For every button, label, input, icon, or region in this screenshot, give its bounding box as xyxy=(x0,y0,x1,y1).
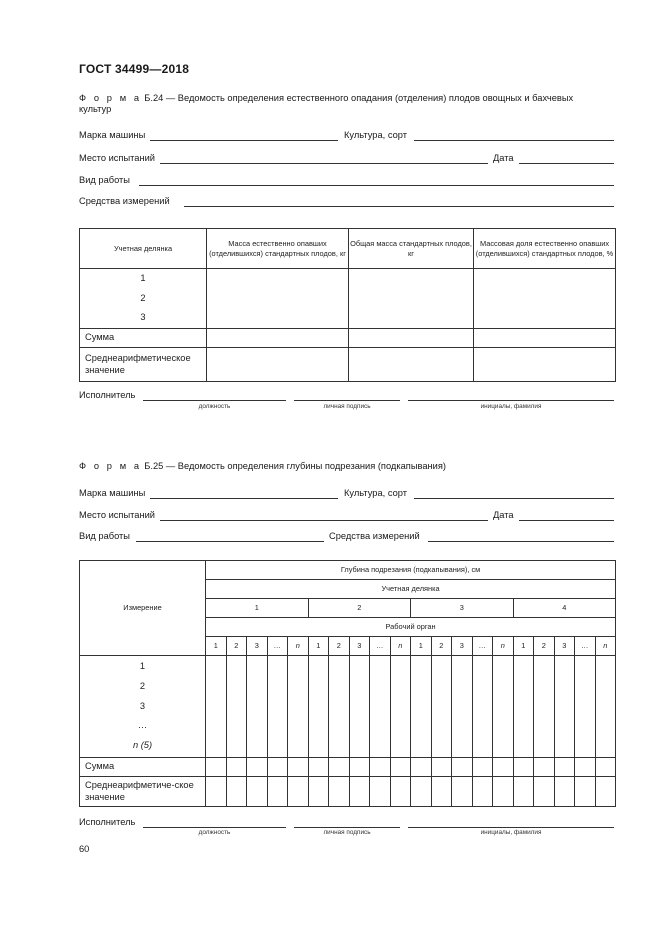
table-cell[interactable] xyxy=(452,758,473,777)
table-cell[interactable] xyxy=(247,777,268,807)
form24-measure-line[interactable] xyxy=(184,206,614,207)
form25-position-line[interactable] xyxy=(143,827,286,828)
form24-crop-line[interactable] xyxy=(414,140,614,141)
table-cell[interactable] xyxy=(288,758,309,777)
form25-date-line[interactable] xyxy=(519,520,614,521)
form24-date-line[interactable] xyxy=(519,163,614,164)
table-cell[interactable] xyxy=(267,656,288,758)
table-cell[interactable] xyxy=(575,656,596,758)
table-cell[interactable] xyxy=(575,777,596,807)
form24-work-label: Вид работы xyxy=(79,175,130,185)
plot-number: 2 xyxy=(140,292,146,303)
form24-table xyxy=(79,228,616,382)
table-cell[interactable] xyxy=(431,758,452,777)
table-cell[interactable] xyxy=(534,656,555,758)
form24-crop-label: Культура, сорт xyxy=(344,130,407,140)
table-cell[interactable] xyxy=(554,758,575,777)
form24-signature-line[interactable] xyxy=(294,400,400,401)
form24-title-cont: культур xyxy=(79,104,112,114)
table-cell[interactable] xyxy=(431,777,452,807)
table-cell[interactable] xyxy=(472,758,493,777)
form24-prefix: Ф о р м а xyxy=(79,93,142,103)
form25-table xyxy=(79,560,616,807)
table-cell[interactable] xyxy=(267,777,288,807)
form25-name-line[interactable] xyxy=(408,827,614,828)
form25-work-label: Вид работы xyxy=(79,531,130,541)
table-cell[interactable] xyxy=(349,348,474,382)
measurement-number: 3 xyxy=(139,700,146,711)
organ-number: 2 xyxy=(431,637,452,656)
organ-number: 3 xyxy=(452,637,473,656)
table-cell[interactable] xyxy=(370,758,391,777)
table-cell[interactable] xyxy=(329,656,350,758)
table-cell[interactable] xyxy=(411,758,432,777)
header-total-mass: Общая масса стандартных плодов, кг xyxy=(349,229,474,269)
table-cell[interactable] xyxy=(349,269,474,329)
table-cell[interactable] xyxy=(474,329,616,348)
form24-date-label: Дата xyxy=(493,153,514,163)
table-cell[interactable] xyxy=(390,758,411,777)
page-number: 60 xyxy=(79,844,90,854)
header-plot: Учетная делянка xyxy=(80,229,207,269)
organ-number: n xyxy=(595,637,616,656)
plot-number: 3 xyxy=(411,599,514,618)
form24-machine-line[interactable] xyxy=(150,140,338,141)
table-cell[interactable] xyxy=(207,329,349,348)
form25-signature-line[interactable] xyxy=(294,827,400,828)
table-cell[interactable] xyxy=(431,656,452,758)
organ-number: … xyxy=(267,637,288,656)
form24-place-line[interactable] xyxy=(160,163,488,164)
table-cell[interactable] xyxy=(390,656,411,758)
header-measurement: Измерение xyxy=(80,561,206,656)
form25-crop-line[interactable] xyxy=(414,498,614,499)
form25-name-caption: инициалы, фамилия xyxy=(480,829,542,836)
table-cell[interactable] xyxy=(206,656,227,758)
mean-label: Среднеарифметиче-ское значение xyxy=(80,777,206,807)
table-cell[interactable] xyxy=(308,758,329,777)
form24-position-line[interactable] xyxy=(143,400,286,401)
mean-label: Среднеарифметическое значение xyxy=(80,348,207,382)
measurement-list xyxy=(80,661,205,751)
header-fallen-mass: Масса естественно опавших (отделившихся) стандартных плодов, кг xyxy=(207,229,349,269)
organ-number: 2 xyxy=(534,637,555,656)
organ-number: 1 xyxy=(206,637,227,656)
header-depth: Глубина подрезания (подкапывания), см xyxy=(206,561,616,580)
plot-number: 3 xyxy=(140,312,146,323)
plot-number: 1 xyxy=(206,599,309,618)
table-cell[interactable] xyxy=(247,758,268,777)
form24-place-label: Место испытаний xyxy=(79,153,155,163)
organ-number: 3 xyxy=(247,637,268,656)
form25-place-line[interactable] xyxy=(160,520,488,521)
form25-machine-label: Марка машины xyxy=(79,488,146,498)
table-cell[interactable] xyxy=(411,656,432,758)
plot-number: 4 xyxy=(513,599,616,618)
form24-title xyxy=(79,92,614,104)
table-cell[interactable] xyxy=(226,656,247,758)
organ-number: 2 xyxy=(226,637,247,656)
header-plot: Учетная делянка xyxy=(206,580,616,599)
table-cell[interactable] xyxy=(308,656,329,758)
form24-machine-label: Марка машины xyxy=(79,130,146,140)
form24-executor-label: Исполнитель xyxy=(79,390,136,400)
sum-label: Сумма xyxy=(80,329,207,348)
table-cell[interactable] xyxy=(349,656,370,758)
table-cell[interactable] xyxy=(411,777,432,807)
form25-title-text: Б.25 — Ведомость определения глубины подрезания (подкапывания) xyxy=(141,461,446,471)
table-cell[interactable] xyxy=(206,758,227,777)
table-cell[interactable] xyxy=(493,656,514,758)
table-cell[interactable] xyxy=(288,656,309,758)
form25-executor-label: Исполнитель xyxy=(79,817,136,827)
form24-title-text: Б.24 — Ведомость определения естественного опадания (отделения) плодов овощных и бахчевых xyxy=(141,93,574,103)
organ-number: 3 xyxy=(554,637,575,656)
table-cell[interactable] xyxy=(370,777,391,807)
table-cell[interactable] xyxy=(267,758,288,777)
table-cell[interactable] xyxy=(554,777,575,807)
form25-position-caption: должность xyxy=(198,829,231,836)
table-cell[interactable] xyxy=(534,758,555,777)
header-mass-fraction: Массовая доля естественно опавших (отделившихся) стандартных плодов, % xyxy=(474,229,616,269)
table-cell[interactable] xyxy=(349,758,370,777)
organ-number: 1 xyxy=(411,637,432,656)
measurement-number: 1 xyxy=(139,661,146,672)
table-cell[interactable] xyxy=(474,348,616,382)
form24-name-line[interactable] xyxy=(408,400,614,401)
form25-title xyxy=(79,461,446,471)
table-cell[interactable] xyxy=(513,777,534,807)
table-cell[interactable] xyxy=(329,777,350,807)
standard-designation: ГОСТ 34499—2018 xyxy=(79,62,190,76)
measurement-number: … xyxy=(137,720,148,731)
table-cell[interactable] xyxy=(207,269,349,329)
table-cell[interactable] xyxy=(493,758,514,777)
form25-date-label: Дата xyxy=(493,510,514,520)
organ-number: n xyxy=(390,637,411,656)
table-cell[interactable] xyxy=(513,758,534,777)
measurements-cell xyxy=(80,656,206,758)
measurement-number: 2 xyxy=(139,681,146,692)
plot-number: 1 xyxy=(140,273,146,284)
table-cell[interactable] xyxy=(595,656,616,758)
table-cell[interactable] xyxy=(595,777,616,807)
header-organ: Рабочий орган xyxy=(206,618,616,637)
table-cell[interactable] xyxy=(452,656,473,758)
organ-number: n xyxy=(288,637,309,656)
table-cell[interactable] xyxy=(390,777,411,807)
organ-number: 1 xyxy=(308,637,329,656)
organ-number: … xyxy=(472,637,493,656)
table-cell[interactable] xyxy=(595,758,616,777)
form25-measure-line[interactable] xyxy=(428,541,614,542)
table-cell[interactable] xyxy=(226,758,247,777)
table-cell[interactable] xyxy=(452,777,473,807)
table-cell[interactable] xyxy=(288,777,309,807)
organ-number: 3 xyxy=(349,637,370,656)
form24-work-line[interactable] xyxy=(139,185,614,186)
form25-measure-label: Средства измерений xyxy=(329,531,420,541)
form24-name-caption: инициалы, фамилия xyxy=(480,403,542,410)
organ-number: n xyxy=(493,637,514,656)
table-cell[interactable] xyxy=(207,348,349,382)
organ-number: … xyxy=(575,637,596,656)
table-cell[interactable] xyxy=(493,777,514,807)
table-cell[interactable] xyxy=(206,777,227,807)
form25-signature-caption: личная подпись xyxy=(323,829,371,836)
table-cell[interactable] xyxy=(534,777,555,807)
table-cell[interactable] xyxy=(226,777,247,807)
form25-crop-label: Культура, сорт xyxy=(344,488,407,498)
table-cell[interactable] xyxy=(329,758,350,777)
table-cell[interactable] xyxy=(349,329,474,348)
table-cell[interactable] xyxy=(247,656,268,758)
form25-place-label: Место испытаний xyxy=(79,510,155,520)
organ-number: … xyxy=(370,637,391,656)
measurement-number: n (5) xyxy=(132,739,153,750)
table-cell[interactable] xyxy=(472,656,493,758)
table-cell[interactable] xyxy=(513,656,534,758)
form25-machine-line[interactable] xyxy=(150,498,338,499)
form24-signature-caption: личная подпись xyxy=(323,403,371,410)
plots-cell xyxy=(80,269,207,329)
table-cell[interactable] xyxy=(575,758,596,777)
organ-number: 1 xyxy=(513,637,534,656)
table-cell[interactable] xyxy=(474,269,616,329)
form25-work-line[interactable] xyxy=(136,541,324,542)
table-cell[interactable] xyxy=(308,777,329,807)
table-cell[interactable] xyxy=(554,656,575,758)
form25-prefix: Ф о р м а xyxy=(79,461,142,471)
sum-label: Сумма xyxy=(80,758,206,777)
plot-number: 2 xyxy=(308,599,411,618)
table-cell[interactable] xyxy=(370,656,391,758)
table-cell[interactable] xyxy=(472,777,493,807)
form24-position-caption: должность xyxy=(198,403,231,410)
form24-measure-label: Средства измерений xyxy=(79,196,170,206)
table-cell[interactable] xyxy=(349,777,370,807)
organ-number: 2 xyxy=(329,637,350,656)
